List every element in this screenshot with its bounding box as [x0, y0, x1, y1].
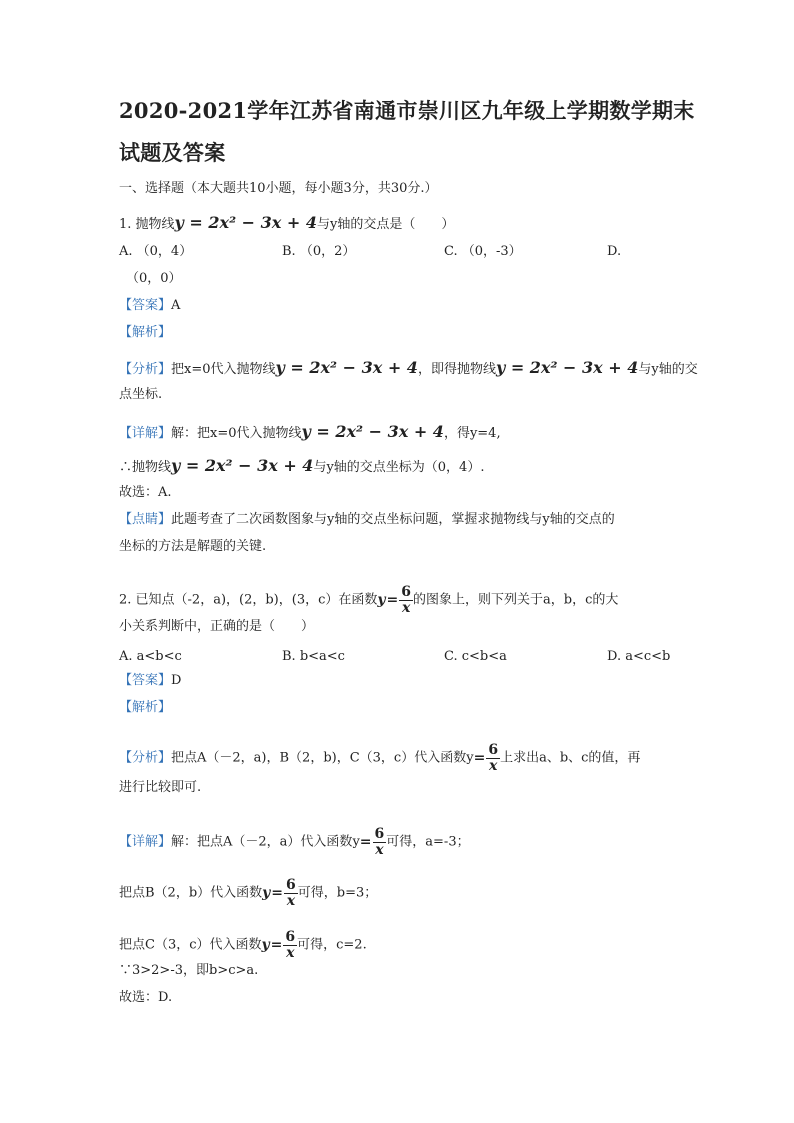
dianjing-tag: 【点睛】: [119, 512, 172, 527]
parabola-formula: y = 2x² − 3x + 4: [275, 358, 418, 377]
q1-choose: 故选：A.: [119, 485, 172, 500]
frac-numerator: 6: [285, 928, 296, 945]
parabola-formula: y = 2x² − 3x + 4: [171, 456, 314, 475]
q1-answer: [119, 297, 180, 315]
fenxi-tag: 【分析】: [119, 750, 172, 766]
answer-tag: 【答案】: [119, 673, 172, 688]
frac-denominator: x: [401, 599, 411, 616]
fenxi-text: 上求出a、b、c的值，再: [500, 750, 641, 766]
q2-option-d: D. a<c<b: [607, 649, 671, 664]
answer-value: A: [171, 298, 181, 313]
frac-numerator: 6: [374, 825, 385, 842]
q2-xiangjie: [119, 824, 470, 861]
doc-title-line1: 2020-2021学年江苏省南通市崇川区九年级上学期数学期末: [119, 98, 695, 123]
q1-dianjing-cont: 坐标的方法是解题的关键.: [119, 539, 267, 554]
q1-stem-text: 1. 抛物线: [119, 217, 175, 232]
q1-option-d-value: （0，0）: [126, 271, 182, 286]
q2-stem-cont: 小关系判断中，正确的是（ ）: [119, 619, 315, 634]
fenxi-text: 把x=0代入抛物线: [171, 362, 276, 377]
func-y: y: [377, 592, 386, 608]
fraction-6-over-x: [486, 743, 500, 774]
frac-numerator: 6: [286, 876, 296, 893]
fenxi-text: 把点A（－2，a)，B（2，b)，C（3，c）代入函数: [171, 750, 467, 766]
fraction-6-over-x: [284, 878, 298, 909]
answer-value: D: [171, 673, 182, 688]
fenxi-text: 与y轴的交: [638, 362, 698, 377]
q2-option-c: C. c<b<a: [444, 649, 507, 664]
line-text: 可得，b=3；: [297, 885, 378, 901]
eq-sign: =: [270, 937, 283, 953]
q1-dianjing: [119, 511, 615, 529]
q1-stem: [119, 214, 454, 234]
xiangjie-text: ，得y=4,: [443, 426, 501, 441]
q2-option-b: B. b<a<c: [282, 649, 345, 664]
frac-denominator: x: [286, 892, 296, 909]
q2-stem: [119, 582, 618, 619]
q1-option-b: B. （0，2）: [282, 244, 356, 259]
frac-numerator: 6: [401, 583, 412, 600]
q1-stem-text2: 与y轴的交点是（ ）: [316, 217, 455, 232]
answer-tag: 【答案】: [119, 298, 172, 313]
q2-fenxi: [119, 740, 640, 777]
q2-analysis-tag: 【解析】: [119, 700, 172, 715]
therefore-text: 与y轴的交点坐标为（0，4）.: [313, 460, 485, 475]
q2-stem-text2: 的图象上，则下列关于a，b，c的大: [413, 592, 619, 608]
frac-numerator: 6: [488, 741, 499, 758]
line-text: 把点C（3，c）代入函数: [119, 937, 262, 953]
func-y: y: [352, 834, 360, 850]
q2-fenxi-cont: 进行比较即可.: [119, 780, 202, 795]
eq-sign: =: [473, 750, 486, 766]
xiangjie-text: 解：把x=0代入抛物线: [171, 426, 302, 441]
fraction-6-over-x: [399, 585, 413, 616]
q1-analysis-tag: 【解析】: [119, 325, 172, 340]
func-y: y: [261, 937, 270, 953]
func-y: y: [262, 885, 271, 901]
section-heading: 一、选择题（本大题共10小题，每小题3分，共30分.）: [119, 181, 438, 196]
line-text: 可得，c=2.: [297, 937, 367, 953]
q1-option-d: D.: [607, 244, 622, 259]
q1-therefore: [119, 457, 484, 477]
xiangjie-text: 解：把点A（－2，a）代入函数: [171, 834, 353, 850]
q1-fenxi-cont: 点坐标.: [119, 387, 163, 402]
doc-title-line2: 试题及答案: [119, 140, 226, 165]
frac-denominator: x: [375, 841, 384, 858]
fenxi-tag: 【分析】: [119, 362, 172, 377]
fenxi-text: ，即得抛物线: [417, 362, 496, 377]
therefore-text: ∴抛物线: [119, 460, 172, 475]
func-y: y: [466, 750, 474, 766]
q1-fenxi: [119, 359, 698, 379]
line-text: 把点B（2，b）代入函数: [119, 885, 263, 901]
parabola-formula: y = 2x² − 3x + 4: [301, 422, 444, 441]
q2-answer: [119, 672, 181, 690]
q2-choose: 故选：D.: [119, 990, 173, 1005]
q2-line-b: [119, 875, 377, 912]
q2-because: ∵3>2>-3，即b>c>a.: [119, 963, 259, 978]
q1-option-a: A. （0，4）: [119, 244, 193, 259]
q1-xiangjie: [119, 423, 501, 443]
q2-stem-text: 2. 已知点（-2，a)，(2，b)，(3，c）在函数: [119, 592, 378, 608]
q2-option-a: A. a<b<c: [119, 649, 182, 664]
xiangjie-tag: 【详解】: [119, 426, 172, 441]
eq-sign: =: [386, 592, 399, 608]
eq-sign: =: [359, 834, 372, 850]
parabola-formula: y = 2x² − 3x + 4: [495, 358, 639, 377]
parabola-formula: y = 2x² − 3x + 4: [174, 213, 317, 232]
q1-option-c: C. （0，-3）: [444, 244, 522, 259]
frac-denominator: x: [286, 944, 295, 961]
q2-line-c: [119, 927, 367, 964]
fraction-6-over-x: [373, 827, 387, 858]
xiangjie-tag: 【详解】: [119, 834, 172, 850]
xiangjie-text: 可得，a=-3；: [386, 834, 470, 850]
eq-sign: =: [271, 885, 284, 901]
frac-denominator: x: [489, 757, 498, 774]
dianjing-text: 此题考查了二次函数图象与y轴的交点坐标问题，掌握求抛物线与y轴的交点的: [171, 512, 615, 527]
fraction-6-over-x: [283, 930, 297, 961]
